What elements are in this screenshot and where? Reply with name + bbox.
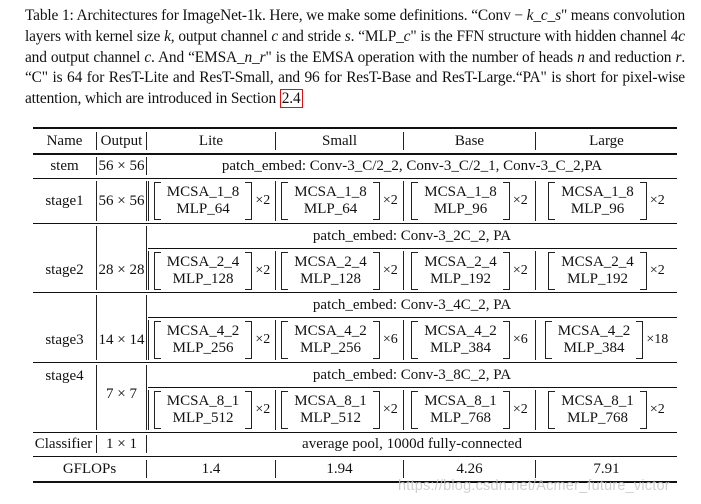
left-bracket bbox=[548, 391, 555, 429]
caption-math: r bbox=[675, 48, 682, 66]
caption-text: and reduction bbox=[584, 48, 676, 66]
left-bracket bbox=[281, 391, 288, 429]
right-bracket bbox=[503, 252, 510, 290]
left-bracket bbox=[281, 252, 288, 290]
repeat-count: ×2 bbox=[512, 193, 528, 208]
attn-spec: MCSA_4_2 bbox=[166, 323, 240, 339]
mlp-spec: MLP_512 bbox=[172, 410, 234, 426]
attn-spec: MCSA_8_1 bbox=[424, 393, 497, 409]
row-divider bbox=[33, 362, 677, 363]
block-small bbox=[276, 390, 403, 430]
row-output: 14 × 14 bbox=[98, 332, 145, 348]
row-divider bbox=[33, 292, 677, 293]
table-caption bbox=[25, 6, 685, 110]
caption-math: n bbox=[577, 48, 585, 66]
repeat-count: ×6 bbox=[382, 332, 398, 347]
left-bracket bbox=[548, 252, 555, 290]
row-name-classifier: Classifier bbox=[34, 436, 93, 452]
attn-spec: MCSA_4_2 bbox=[294, 323, 367, 339]
left-bracket bbox=[411, 391, 418, 429]
left-bracket bbox=[154, 182, 161, 220]
attn-spec: MCSA_1_8 bbox=[424, 184, 497, 200]
header-small: Small bbox=[321, 133, 357, 149]
caption-math: c bbox=[271, 27, 279, 45]
caption-text: , output channel bbox=[170, 27, 272, 45]
gflops-lite: 1.4 bbox=[201, 461, 221, 477]
attn-spec: MCSA_8_1 bbox=[294, 393, 367, 409]
patch-embed-rule bbox=[148, 387, 677, 388]
caption-text: " is the FFN structure with hidden channel 4 bbox=[410, 27, 679, 45]
caption-text: . “C" is 64 for ResT-Lite and ResT-Small, and 96 for ResT-Base and ResT-Large.“PA" is short for pixel-wise attention, which are introduced in Section bbox=[25, 48, 686, 108]
block-large bbox=[536, 251, 677, 291]
col-separator bbox=[96, 226, 97, 290]
repeat-count: ×2 bbox=[649, 193, 665, 208]
right-bracket bbox=[503, 321, 510, 359]
row-output: 56 × 56 bbox=[98, 193, 145, 209]
block-base bbox=[404, 390, 535, 430]
mlp-spec: MLP_768 bbox=[567, 410, 628, 426]
attn-spec: MCSA_1_8 bbox=[294, 184, 367, 200]
attn-spec: MCSA_4_2 bbox=[557, 323, 631, 339]
row-name-stage3: stage3 bbox=[45, 332, 84, 348]
repeat-count: ×2 bbox=[382, 193, 398, 208]
patch-embed-rule bbox=[148, 317, 677, 318]
right-bracket bbox=[503, 391, 510, 429]
right-bracket bbox=[373, 391, 380, 429]
caption-text: and output channel bbox=[25, 48, 145, 66]
block-small bbox=[276, 181, 403, 221]
left-bracket bbox=[548, 182, 555, 220]
block-lite bbox=[149, 390, 275, 430]
mlp-spec: MLP_256 bbox=[172, 340, 234, 356]
caption-math: n_r bbox=[244, 48, 266, 66]
row-output: 7 × 7 bbox=[106, 386, 137, 402]
stage3-patch-embed: patch_embed: Conv-3_4C_2, PA bbox=[312, 297, 512, 313]
repeat-count: ×2 bbox=[382, 402, 398, 417]
caption-math: k bbox=[164, 27, 171, 45]
mlp-spec: MLP_64 bbox=[303, 201, 358, 217]
mlp-spec: MLP_384 bbox=[430, 340, 491, 356]
block-base bbox=[404, 251, 535, 291]
repeat-count: ×2 bbox=[255, 332, 271, 347]
stage2-patch-embed: patch_embed: Conv-3_2C_2, PA bbox=[312, 228, 512, 244]
caption-text: . “MLP_ bbox=[350, 27, 404, 45]
caption-text: " means convolution layers with kernel size bbox=[25, 7, 685, 45]
gflops-small: 1.94 bbox=[326, 461, 353, 477]
left-bracket bbox=[411, 182, 418, 220]
right-bracket bbox=[373, 182, 380, 220]
block-small bbox=[276, 320, 403, 360]
header-name: Name bbox=[46, 133, 83, 149]
gflops-large: 7.91 bbox=[593, 461, 620, 477]
row-output: 56 × 56 bbox=[98, 158, 145, 174]
left-bracket bbox=[411, 321, 418, 359]
caption-math: s bbox=[344, 27, 351, 45]
mlp-spec: MLP_96 bbox=[433, 201, 488, 217]
row-divider bbox=[33, 223, 677, 224]
header-rule bbox=[33, 153, 677, 155]
row-divider bbox=[33, 456, 677, 457]
right-bracket bbox=[373, 321, 380, 359]
left-bracket bbox=[411, 252, 418, 290]
block-large bbox=[536, 181, 677, 221]
right-bracket bbox=[245, 252, 252, 290]
mlp-spec: MLP_256 bbox=[300, 340, 361, 356]
attn-spec: MCSA_1_8 bbox=[561, 184, 634, 200]
row-output: 1 × 1 bbox=[106, 436, 137, 452]
block-lite bbox=[149, 320, 275, 360]
repeat-count: ×2 bbox=[255, 402, 271, 417]
mlp-spec: MLP_64 bbox=[176, 201, 230, 217]
attn-spec: MCSA_8_1 bbox=[166, 393, 240, 409]
block-lite bbox=[149, 181, 275, 221]
caption-text: . And “EMSA_ bbox=[151, 48, 245, 66]
header-large: Large bbox=[589, 133, 624, 149]
row-divider bbox=[33, 432, 677, 433]
right-bracket bbox=[640, 252, 647, 290]
mlp-spec: MLP_192 bbox=[567, 271, 628, 287]
caption-math: k_c_s bbox=[526, 7, 561, 24]
row-name-stage2: stage2 bbox=[45, 262, 84, 278]
block-large bbox=[536, 320, 677, 360]
row-output: 28 × 28 bbox=[98, 262, 145, 278]
left-bracket bbox=[281, 321, 288, 359]
right-bracket bbox=[503, 182, 510, 220]
right-bracket bbox=[640, 391, 647, 429]
attn-spec: MCSA_2_4 bbox=[424, 254, 497, 270]
header-output: Output bbox=[100, 133, 143, 149]
caption-math: c bbox=[678, 27, 685, 45]
block-small bbox=[276, 251, 403, 291]
repeat-count: ×2 bbox=[382, 263, 398, 278]
watermark: https://blog.csdn.net/Acmer_future_victor bbox=[398, 478, 670, 494]
stem-patch-embed: patch_embed: Conv-3_C/2_2, Conv-3_C/2_1, Conv-3_C_2,PA bbox=[221, 158, 603, 174]
left-bracket bbox=[154, 391, 161, 429]
patch-embed-rule bbox=[148, 248, 677, 249]
left-bracket bbox=[545, 321, 552, 359]
classifier-spec: average pool, 1000d fully-connected bbox=[302, 436, 522, 452]
right-bracket bbox=[245, 182, 252, 220]
stage4-patch-embed: patch_embed: Conv-3_8C_2, PA bbox=[312, 367, 512, 383]
row-name-stage1: stage1 bbox=[45, 193, 84, 209]
header-base: Base bbox=[454, 133, 485, 149]
caption-math: c bbox=[403, 27, 411, 45]
header-lite: Lite bbox=[198, 133, 224, 149]
attn-spec: MCSA_2_4 bbox=[294, 254, 367, 270]
repeat-count: ×6 bbox=[512, 332, 528, 347]
mlp-spec: MLP_96 bbox=[570, 201, 625, 217]
mlp-spec: MLP_384 bbox=[563, 340, 625, 356]
right-bracket bbox=[640, 182, 647, 220]
attn-spec: MCSA_1_8 bbox=[166, 184, 240, 200]
mlp-spec: MLP_128 bbox=[300, 271, 361, 287]
repeat-count: ×18 bbox=[646, 332, 669, 347]
repeat-count: ×2 bbox=[255, 193, 271, 208]
col-separator bbox=[96, 295, 97, 360]
repeat-count: ×2 bbox=[255, 263, 271, 278]
col-separator bbox=[146, 181, 147, 221]
caption-text: " is the EMSA operation with the number of heads bbox=[265, 48, 578, 66]
block-lite bbox=[149, 251, 275, 291]
mlp-spec: MLP_128 bbox=[172, 271, 234, 287]
left-bracket bbox=[154, 321, 161, 359]
repeat-count: ×2 bbox=[649, 263, 665, 278]
right-bracket bbox=[245, 321, 252, 359]
block-base bbox=[404, 320, 535, 360]
right-bracket bbox=[245, 391, 252, 429]
repeat-count: ×2 bbox=[512, 402, 528, 417]
block-large bbox=[536, 390, 677, 430]
section-ref-link[interactable]: 2.4 bbox=[281, 90, 301, 108]
row-name-gflops: GFLOPs bbox=[62, 461, 117, 477]
caption-text: and stride bbox=[278, 27, 345, 45]
row-divider bbox=[33, 178, 677, 179]
right-bracket bbox=[636, 321, 643, 359]
row-name-stem: stem bbox=[50, 158, 79, 174]
left-bracket bbox=[281, 182, 288, 220]
top-rule bbox=[33, 127, 677, 129]
mlp-spec: MLP_512 bbox=[300, 410, 361, 426]
row-name-stage4: stage4 bbox=[45, 368, 84, 384]
attn-spec: MCSA_8_1 bbox=[561, 393, 634, 409]
left-bracket bbox=[154, 252, 161, 290]
gflops-base: 4.26 bbox=[456, 461, 483, 477]
attn-spec: MCSA_2_4 bbox=[166, 254, 240, 270]
repeat-count: ×2 bbox=[512, 263, 528, 278]
attn-spec: MCSA_4_2 bbox=[424, 323, 497, 339]
caption-text: Table 1: Architectures for ImageNet-1k. Here, we make some definitions. “Conv − bbox=[25, 7, 527, 24]
caption-math: c bbox=[144, 48, 152, 66]
repeat-count: ×2 bbox=[649, 402, 665, 417]
mlp-spec: MLP_768 bbox=[430, 410, 491, 426]
right-bracket bbox=[373, 252, 380, 290]
mlp-spec: MLP_192 bbox=[430, 271, 491, 287]
block-base bbox=[404, 181, 535, 221]
attn-spec: MCSA_2_4 bbox=[561, 254, 634, 270]
